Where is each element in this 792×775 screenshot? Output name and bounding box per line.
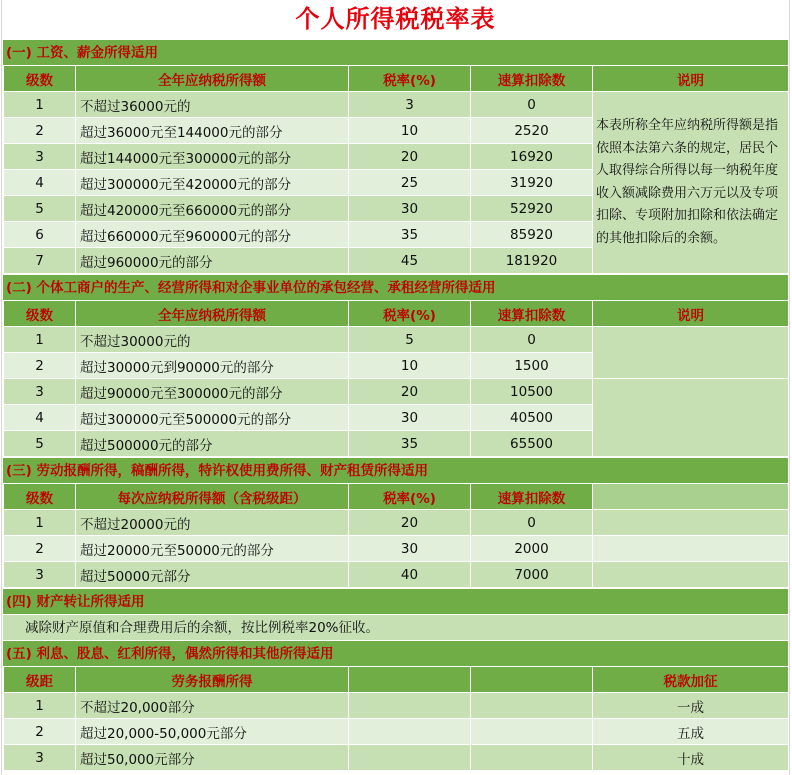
cell-note-empty[interactable] (593, 379, 789, 457)
header-rate[interactable]: 税率(%) (349, 484, 471, 510)
cell-range[interactable]: 不超过20000元的 (76, 510, 349, 536)
cell-empty[interactable] (471, 719, 593, 745)
cell-level[interactable]: 1 (4, 693, 76, 719)
header-range[interactable]: 劳务报酬所得 (76, 667, 349, 693)
cell-empty[interactable] (593, 510, 789, 536)
cell-deduction[interactable]: 65500 (471, 431, 593, 457)
cell-rate[interactable]: 30 (349, 536, 471, 562)
cell-rate[interactable]: 45 (349, 248, 471, 274)
cell-note-empty[interactable] (593, 327, 789, 379)
cell-level[interactable]: 4 (4, 170, 76, 196)
header-surcharge[interactable]: 税款加征 (593, 667, 789, 693)
cell-note[interactable]: 本表所称全年应纳税所得额是指依照本法第六条的规定，居民个人取得综合所得以每一纳税年度收入额减除费用六万元以及专项扣除、专项附加扣除和依法确定的其他扣除后的余额。 (593, 92, 789, 274)
section-5-table (3, 666, 789, 771)
header-empty[interactable] (593, 484, 789, 510)
section-4-text[interactable]: 减除财产原值和合理费用后的余额，按比例税率20%征收。 (3, 614, 788, 640)
table-row (4, 379, 789, 405)
cell-level[interactable]: 5 (4, 196, 76, 222)
cell-level[interactable]: 2 (4, 353, 76, 379)
cell-deduction[interactable]: 52920 (471, 196, 593, 222)
cell-deduction[interactable]: 0 (471, 510, 593, 536)
cell-rate[interactable]: 35 (349, 222, 471, 248)
header-rate[interactable]: 税率(%) (349, 66, 471, 92)
cell-rate[interactable]: 30 (349, 196, 471, 222)
cell-rate[interactable]: 35 (349, 431, 471, 457)
cell-rate[interactable]: 40 (349, 562, 471, 588)
section-1-table (3, 65, 789, 274)
cell-deduction[interactable]: 16920 (471, 144, 593, 170)
cell-rate[interactable]: 3 (349, 92, 471, 118)
table-header-row (4, 301, 789, 327)
cell-range[interactable]: 不超过36000元的 (76, 92, 349, 118)
cell-deduction[interactable]: 40500 (471, 405, 593, 431)
table-row (4, 92, 789, 118)
tax-rate-sheet (3, 0, 788, 771)
cell-deduction[interactable]: 10500 (471, 379, 593, 405)
section-1-heading[interactable]: (一) 工资、薪金所得适用 (3, 39, 788, 65)
cell-empty[interactable] (349, 745, 471, 771)
cell-rate[interactable]: 20 (349, 379, 471, 405)
cell-range[interactable]: 超过300000元至500000元的部分 (76, 405, 349, 431)
cell-level[interactable]: 1 (4, 510, 76, 536)
cell-range[interactable]: 超过420000元至660000元的部分 (76, 196, 349, 222)
cell-surcharge[interactable]: 一成 (593, 693, 789, 719)
table-header-row (4, 667, 789, 693)
header-deduction[interactable]: 速算扣除数 (471, 66, 593, 92)
cell-level[interactable]: 2 (4, 719, 76, 745)
cell-range[interactable]: 不超过20,000部分 (76, 693, 349, 719)
cell-level[interactable]: 3 (4, 144, 76, 170)
cell-rate[interactable]: 30 (349, 405, 471, 431)
header-range[interactable]: 每次应纳税所得额（含税级距） (76, 484, 349, 510)
cell-empty[interactable] (349, 693, 471, 719)
cell-level[interactable]: 3 (4, 379, 76, 405)
cell-range[interactable]: 超过500000元的部分 (76, 431, 349, 457)
header-deduction[interactable]: 速算扣除数 (471, 484, 593, 510)
cell-rate[interactable]: 5 (349, 327, 471, 353)
section-4-heading[interactable]: (四) 财产转让所得适用 (3, 588, 788, 614)
header-note[interactable]: 说明 (593, 66, 789, 92)
sheet-gridline (789, 0, 790, 775)
cell-range[interactable]: 超过960000元的部分 (76, 248, 349, 274)
cell-deduction[interactable]: 31920 (471, 170, 593, 196)
cell-surcharge[interactable]: 十成 (593, 745, 789, 771)
section-3-heading[interactable]: (三) 劳动报酬所得，稿酬所得，特许权使用费所得、财产租赁所得适用 (3, 457, 788, 483)
cell-empty[interactable] (471, 693, 593, 719)
page-title[interactable]: 个人所得税税率表 (3, 0, 788, 39)
table-row (4, 693, 789, 719)
cell-level[interactable]: 3 (4, 562, 76, 588)
cell-deduction[interactable]: 181920 (471, 248, 593, 274)
table-row (4, 510, 789, 536)
cell-deduction[interactable]: 2000 (471, 536, 593, 562)
header-rate[interactable]: 税率(%) (349, 301, 471, 327)
cell-level[interactable]: 4 (4, 405, 76, 431)
cell-empty[interactable] (349, 719, 471, 745)
section-5-heading[interactable]: (五) 利息、股息、红利所得，偶然所得和其他所得适用 (3, 640, 788, 666)
header-range[interactable]: 全年应纳税所得额 (76, 301, 349, 327)
section-2-table (3, 300, 789, 457)
cell-range[interactable]: 超过300000元至420000元的部分 (76, 170, 349, 196)
table-row (4, 719, 789, 745)
cell-level[interactable]: 7 (4, 248, 76, 274)
header-level[interactable]: 级数 (4, 66, 76, 92)
cell-rate[interactable]: 20 (349, 144, 471, 170)
cell-range[interactable]: 超过50000元部分 (76, 562, 349, 588)
cell-range[interactable]: 超过30000元到90000元的部分 (76, 353, 349, 379)
cell-range[interactable]: 超过20000元至50000元的部分 (76, 536, 349, 562)
cell-range[interactable]: 超过36000元至144000元的部分 (76, 118, 349, 144)
table-row (4, 745, 789, 771)
table-row (4, 327, 789, 353)
table-row (4, 562, 789, 588)
header-empty[interactable] (471, 667, 593, 693)
cell-level[interactable]: 1 (4, 92, 76, 118)
header-level[interactable]: 级距 (4, 667, 76, 693)
cell-rate[interactable]: 10 (349, 118, 471, 144)
cell-deduction[interactable]: 85920 (471, 222, 593, 248)
cell-empty[interactable] (593, 536, 789, 562)
header-level[interactable]: 级数 (4, 301, 76, 327)
header-range[interactable]: 全年应纳税所得额 (76, 66, 349, 92)
cell-empty[interactable] (593, 562, 789, 588)
cell-range[interactable]: 不超过30000元的 (76, 327, 349, 353)
cell-range[interactable]: 超过660000元至960000元的部分 (76, 222, 349, 248)
header-level[interactable]: 级数 (4, 484, 76, 510)
cell-deduction[interactable]: 0 (471, 327, 593, 353)
cell-range[interactable]: 超过90000元至300000元的部分 (76, 379, 349, 405)
table-header-row (4, 484, 789, 510)
header-deduction[interactable]: 速算扣除数 (471, 301, 593, 327)
section-3-table (3, 483, 789, 588)
cell-range[interactable]: 超过144000元至300000元的部分 (76, 144, 349, 170)
cell-level[interactable]: 3 (4, 745, 76, 771)
cell-level[interactable]: 5 (4, 431, 76, 457)
sheet-gridline (1, 0, 2, 775)
cell-deduction[interactable]: 0 (471, 92, 593, 118)
cell-level[interactable]: 2 (4, 118, 76, 144)
cell-range[interactable]: 超过50,000元部分 (76, 745, 349, 771)
cell-rate[interactable]: 25 (349, 170, 471, 196)
cell-deduction[interactable]: 1500 (471, 353, 593, 379)
table-row (4, 536, 789, 562)
cell-level[interactable]: 2 (4, 536, 76, 562)
cell-empty[interactable] (471, 745, 593, 771)
cell-rate[interactable]: 20 (349, 510, 471, 536)
cell-rate[interactable]: 10 (349, 353, 471, 379)
cell-surcharge[interactable]: 五成 (593, 719, 789, 745)
cell-level[interactable]: 6 (4, 222, 76, 248)
header-note[interactable]: 说明 (593, 301, 789, 327)
cell-deduction[interactable]: 2520 (471, 118, 593, 144)
header-empty[interactable] (349, 667, 471, 693)
section-2-heading[interactable]: (二) 个体工商户的生产、经营所得和对企事业单位的承包经营、承租经营所得适用 (3, 274, 788, 300)
table-header-row (4, 66, 789, 92)
cell-level[interactable]: 1 (4, 327, 76, 353)
cell-range[interactable]: 超过20,000-50,000元部分 (76, 719, 349, 745)
cell-deduction[interactable]: 7000 (471, 562, 593, 588)
